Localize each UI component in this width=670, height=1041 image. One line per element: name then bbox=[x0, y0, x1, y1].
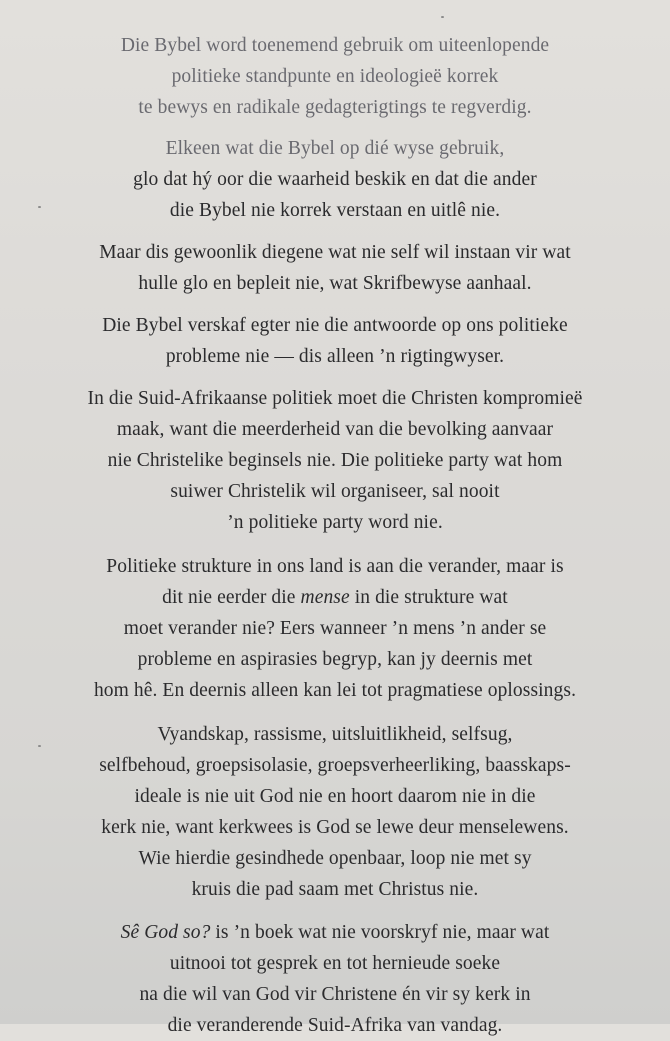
text-line: glo dat hý oor die waarheid beskik en dat die ander bbox=[133, 169, 537, 190]
text-line: moet verander nie? Eers wanneer ’n mens ’n ander se bbox=[123, 618, 547, 639]
text-segment: dit nie eerder die bbox=[162, 587, 301, 608]
paper-speck bbox=[38, 206, 41, 208]
book-title: Sê God so? bbox=[120, 922, 211, 943]
text-line: Maar dis gewoonlik diegene wat nie self wil instaan vir wat bbox=[99, 242, 571, 263]
text-line: ideale is nie uit God nie en hoort daarom nie in die bbox=[134, 786, 536, 807]
text-line: suiwer Christelik wil organiseer, sal nooit bbox=[170, 481, 500, 502]
text-line: maak, want die meerderheid van die bevolking aanvaar bbox=[116, 419, 554, 440]
paragraph-7 bbox=[15, 719, 655, 905]
text-line: hulle glo en bepleit nie, wat Skrifbewyse aanhaal. bbox=[138, 273, 532, 294]
paragraph-4 bbox=[15, 310, 655, 372]
text-line: selfbehoud, groepsisolasie, groepsverheerliking, baasskaps- bbox=[99, 755, 571, 776]
paragraph-5 bbox=[15, 383, 655, 538]
text-line: te bewys en radikale gedagterigtings te regverdig. bbox=[138, 97, 532, 118]
text-line: Die Bybel word toenemend gebruik om uiteenlopende bbox=[120, 35, 550, 56]
paragraph-8 bbox=[15, 917, 655, 1041]
text-line: Politieke strukture in ons land is aan die verander, maar is bbox=[106, 556, 564, 577]
text-line: probleme nie — dis alleen ’n rigtingwyser. bbox=[165, 346, 505, 367]
text-line: nie Christelike beginsels nie. Die politieke party wat hom bbox=[107, 450, 563, 471]
text-line-with-emphasis bbox=[15, 582, 655, 613]
text-segment: in die strukture wat bbox=[349, 587, 508, 608]
text-line: na die wil van God vir Christene én vir sy kerk in bbox=[139, 984, 531, 1005]
paragraph-3 bbox=[15, 237, 655, 299]
text-line: die Bybel nie korrek verstaan en uitlê nie. bbox=[169, 200, 501, 221]
text-line: In die Suid-Afrikaanse politiek moet die Christen kompromieë bbox=[87, 388, 583, 409]
text-line: uitnooi tot gesprek en tot hernieude soeke bbox=[169, 953, 501, 974]
text-line: probleme en aspirasies begryp, kan jy deernis met bbox=[137, 649, 533, 670]
text-line: politieke standpunte en ideologieë korrek bbox=[171, 66, 499, 87]
text-line: Vyandskap, rassisme, uitsluitlikheid, selfsug, bbox=[157, 724, 513, 745]
text-line: ’n politieke party word nie. bbox=[227, 512, 443, 533]
text-line: hom hê. En deernis alleen kan lei tot pragmatiese oplossings. bbox=[93, 680, 577, 701]
emphasized-word: mense bbox=[300, 587, 350, 608]
paragraph-1 bbox=[15, 30, 655, 123]
paragraph-2 bbox=[15, 133, 655, 226]
paper-speck bbox=[38, 745, 41, 747]
text-line: die veranderende Suid-Afrika van vandag. bbox=[167, 1015, 503, 1036]
paragraph-6 bbox=[15, 551, 655, 706]
text-line-with-book-title bbox=[15, 917, 655, 948]
text-line: Die Bybel verskaf egter nie die antwoorde op ons politieke bbox=[102, 315, 568, 336]
text-line: Elkeen wat die Bybel op dié wyse gebruik, bbox=[165, 138, 505, 159]
text-segment: is ’n boek wat nie voorskryf nie, maar wat bbox=[210, 922, 550, 943]
text-line: kerk nie, want kerkwees is God se lewe deur menselewens. bbox=[101, 817, 569, 838]
paper-speck bbox=[441, 16, 444, 18]
text-line: Wie hierdie gesindhede openbaar, loop nie met sy bbox=[138, 848, 532, 869]
text-line: kruis die pad saam met Christus nie. bbox=[191, 879, 479, 900]
